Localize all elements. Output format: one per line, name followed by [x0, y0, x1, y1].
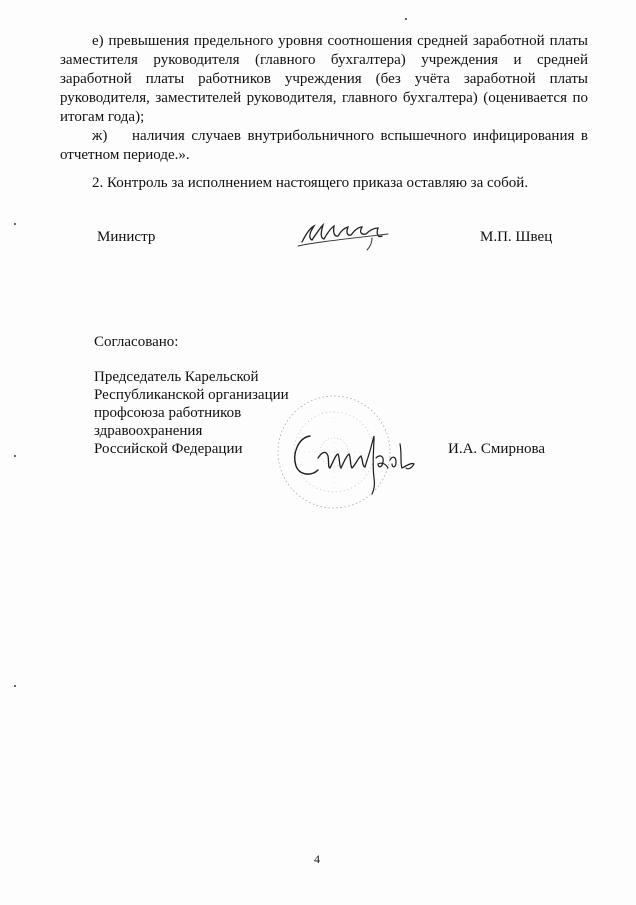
approval-position-line: Председатель Карельской	[94, 369, 259, 385]
approval-position-line: Российской Федерации	[94, 441, 243, 457]
minister-signature-image	[296, 212, 392, 252]
point-2-paragraph: 2. Контроль за исполнением настоящего приказа оставляю за собой.	[92, 175, 529, 191]
item-zh-paragraph	[60, 127, 588, 165]
item-zh-text: наличия случаев внутрибольничного вспышечного инфицирования в отчетном периоде.».	[60, 128, 588, 163]
approval-position-line: здравоохранения	[94, 423, 203, 439]
item-e-paragraph: е) превышения предельного уровня соотношения средней заработной платы заместителя руководителя (главного бухгалтера) учреждения и средней заработной платы работников учреждения (без учёта заработной платы руководителя, заместителей руководителя, главного бухгалтера) (оценивается по итогам года);	[60, 33, 588, 125]
order-text-block	[60, 32, 588, 165]
minister-title: Министр	[97, 229, 156, 245]
item-zh-letter: ж)	[92, 128, 108, 144]
scan-dot	[14, 455, 16, 457]
minister-name: М.П. Швец	[480, 229, 553, 245]
approval-heading: Согласовано:	[94, 334, 179, 350]
approval-signature-image	[288, 418, 428, 498]
approval-position-line: Республиканской организации	[94, 387, 289, 403]
scan-dot	[14, 223, 16, 225]
approval-name: И.А. Смирнова	[448, 441, 546, 457]
page-number: 4	[314, 852, 320, 866]
scan-dot	[14, 685, 16, 687]
approval-position-line: профсоюза работников	[94, 405, 242, 421]
scan-dot	[405, 18, 407, 20]
